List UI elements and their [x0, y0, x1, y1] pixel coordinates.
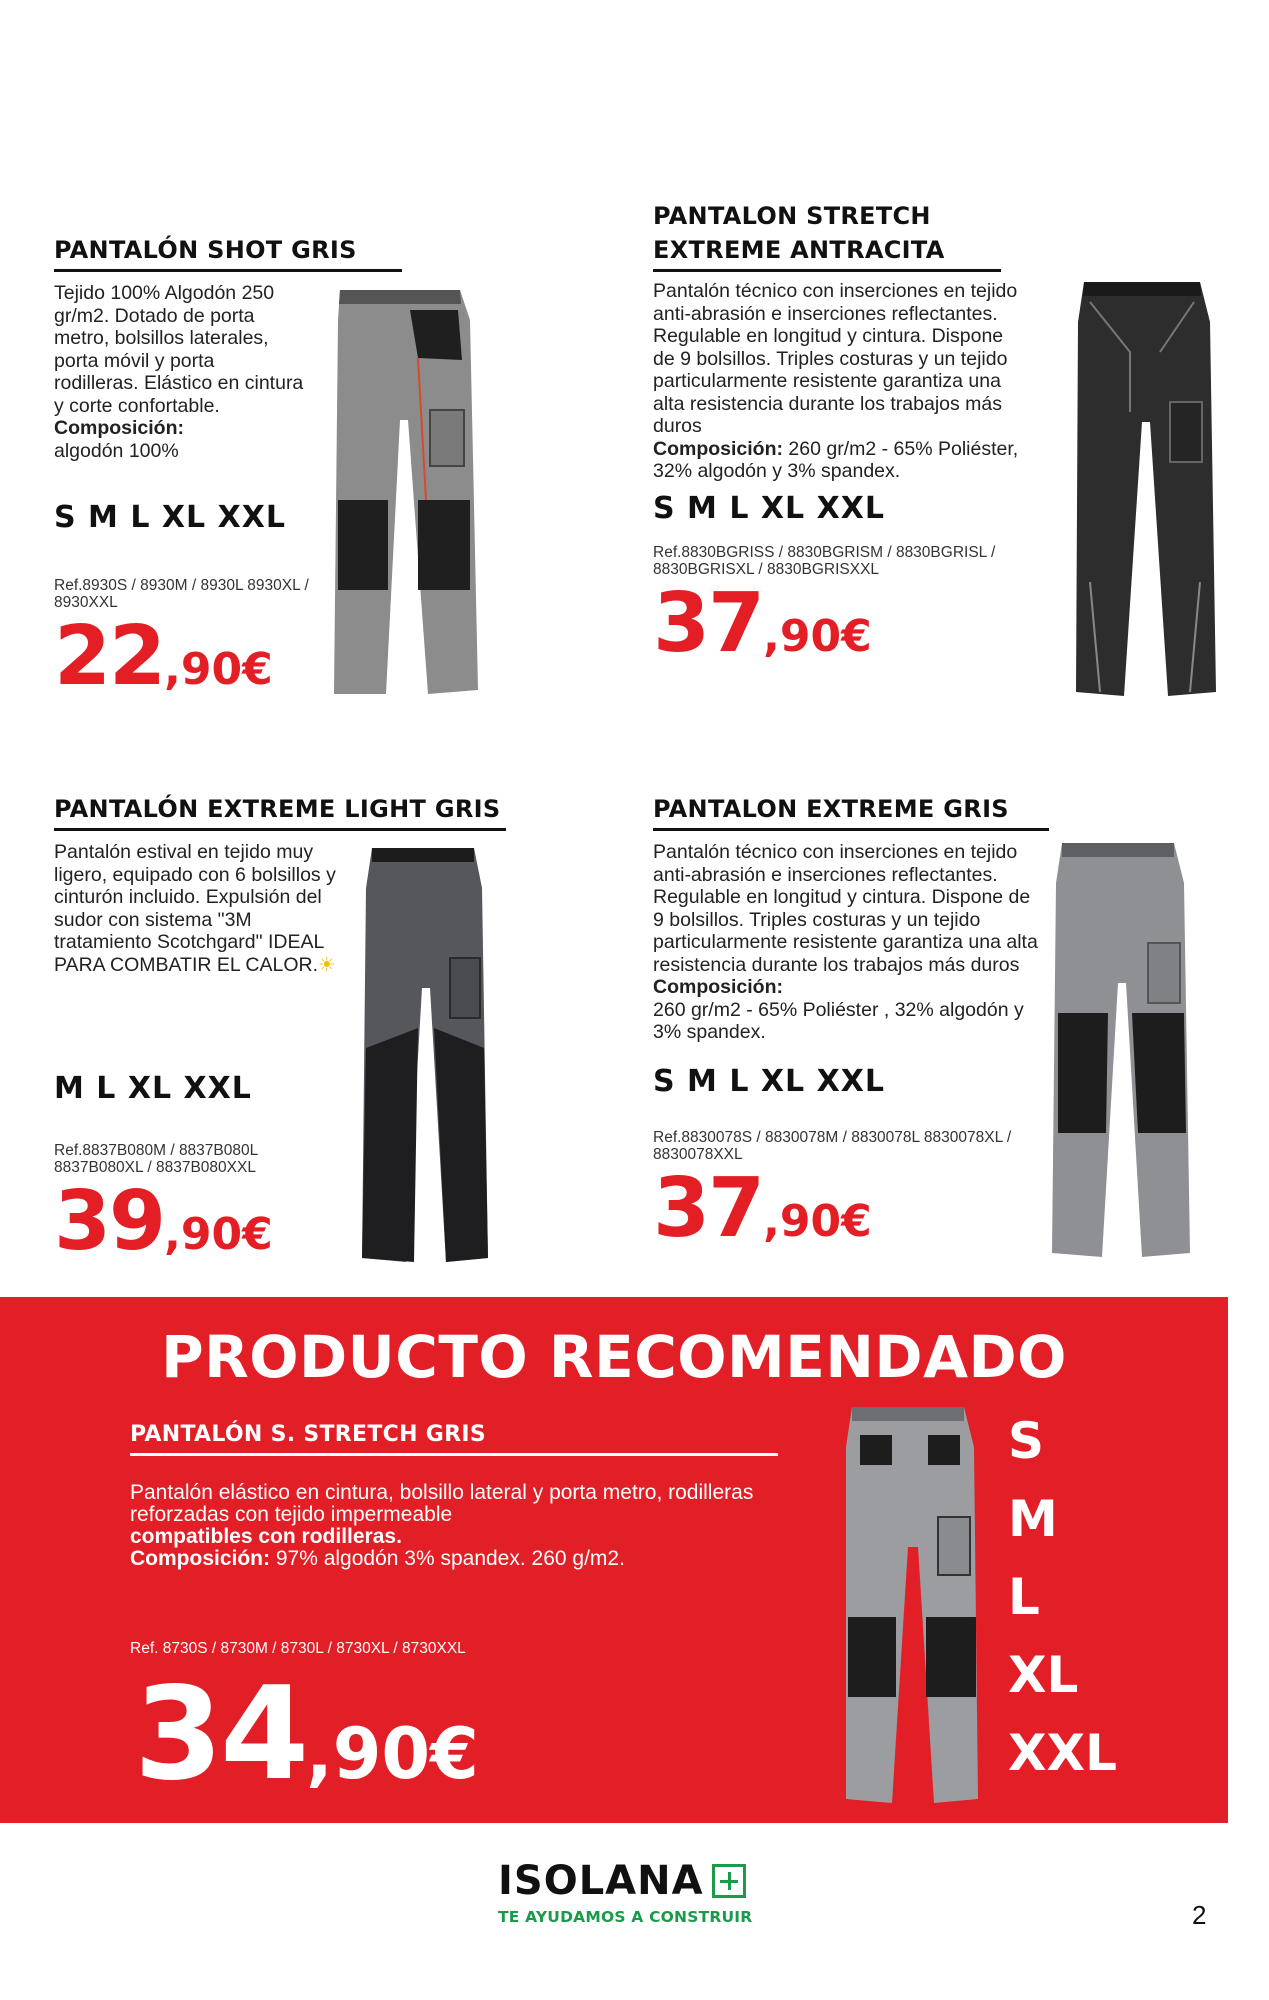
product-pantalon-extreme-gris — [653, 792, 1053, 1256]
page-number: 2 — [1192, 1900, 1207, 1930]
recommended-product-title: PANTALÓN S. STRETCH GRIS — [130, 1422, 778, 1456]
product-ref: Ref.8837B080M / 8837B080L 8837B080XL / 8837B080XXL — [54, 1142, 258, 1176]
size-label: L — [1008, 1568, 1040, 1626]
size-label: S — [1008, 1412, 1045, 1470]
recommended-sizes — [1008, 1402, 1188, 1792]
product-description: Tejido 100% Algodón 250 gr/m2. Dotado de porta metro, bolsillos laterales, porta móvil y porta rodilleras. Elástico en cintura y corte confortable. Composición: algodón 100% — [54, 282, 304, 462]
product-pantalon-stretch-extreme-antracita — [653, 199, 1019, 671]
product-price: 37,90€ — [653, 1160, 872, 1256]
product-sizes: S M L XL XXL — [653, 1063, 885, 1099]
product-sizes: S M L XL XXL — [54, 500, 286, 535]
product-title: PANTALÓN SHOT GRIS — [54, 233, 402, 272]
product-title: PANTALÓN EXTREME LIGHT GRIS — [54, 792, 506, 831]
recommended-product-price: 34,90€ — [134, 1660, 479, 1809]
pants-image-extreme-gris — [1048, 843, 1198, 1263]
isolana-logo — [498, 1858, 758, 1926]
logo-wordmark: ISOLANA — [498, 1858, 704, 1904]
size-label: XL — [1008, 1646, 1079, 1704]
product-ref: Ref.8930S / 8930M / 8930L 8930XL / 8930XXL — [54, 577, 309, 611]
product-title: PANTALON EXTREME GRIS — [653, 792, 1049, 831]
sun-icon: ☀ — [318, 953, 336, 976]
recommended-banner — [0, 1297, 1228, 1823]
pants-image-shot-gris — [330, 290, 480, 700]
logo-tagline: TE AYUDAMOS A CONSTRUIR — [498, 1908, 753, 1926]
pants-image-s-stretch-gris — [838, 1407, 988, 1807]
product-sizes: M L XL XXL — [54, 1071, 252, 1106]
product-price: 37,90€ — [653, 575, 872, 671]
product-description: Pantalón técnico con inserciones en tejido anti-abrasión e inserciones reflectantes. Regulable en longitud y cintura. Dispone de 9 bolsillos. Triples costuras y un tejido particularmente resistente garantiza una alta resistencia durante los trabajos más duros Composición: 260 gr/m2 - 65% Poliéster, 32% algodón y 3% spandex. — [653, 280, 1019, 482]
banner-title: PRODUCTO RECOMENDADO — [161, 1323, 1067, 1391]
product-sizes: S M L XL XXL — [653, 490, 885, 526]
pants-image-stretch-antracita — [1070, 282, 1220, 702]
pants-image-extreme-light-gris — [358, 848, 498, 1268]
recommended-product-ref: Ref. 8730S / 8730M / 8730L / 8730XL / 8730XXL — [130, 1640, 466, 1657]
product-price: 39,90€ — [54, 1174, 273, 1269]
product-ref: Ref.8830078S / 8830078M / 8830078L 8830078XL / 8830078XXL — [653, 1128, 1012, 1163]
recommended-product-description: Pantalón elástico en cintura, bolsillo lateral y porta metro, rodilleras reforzadas con tejido impermeable compatibles con rodilleras. Composición: 97% algodón 3% spandex. 260 g/m2. — [130, 1481, 754, 1570]
product-description: Pantalón estival en tejido muy ligero, equipado con 6 bolsillos y cinturón incluido. Expulsión del sudor con sistema "3M tratamiento Scotchgard" IDEAL PARA COMBATIR EL CALOR.☀ — [54, 841, 336, 976]
product-ref: Ref.8830BGRISS / 8830BGRISM / 8830BGRISL / 8830BGRISXL / 8830BGRISXXL — [653, 543, 996, 578]
product-price: 22,90€ — [54, 609, 273, 704]
product-title: PANTALON STRETCH EXTREME ANTRACITA — [653, 199, 1001, 272]
plus-icon — [712, 1864, 746, 1898]
product-description: Pantalón técnico con inserciones en tejido anti-abrasión e inserciones reflectantes. Regulable en longitud y cintura. Dispone de 9 bolsillos. Triples costuras y un tejido particularmente resistente garantiza una alta resistencia durante los trabajos más duros Composición: 260 gr/m2 - 65% Poliéster , 32% algodón y 3% spandex. — [653, 841, 1038, 1043]
size-label: M — [1008, 1490, 1058, 1548]
size-label: XXL — [1008, 1724, 1117, 1782]
